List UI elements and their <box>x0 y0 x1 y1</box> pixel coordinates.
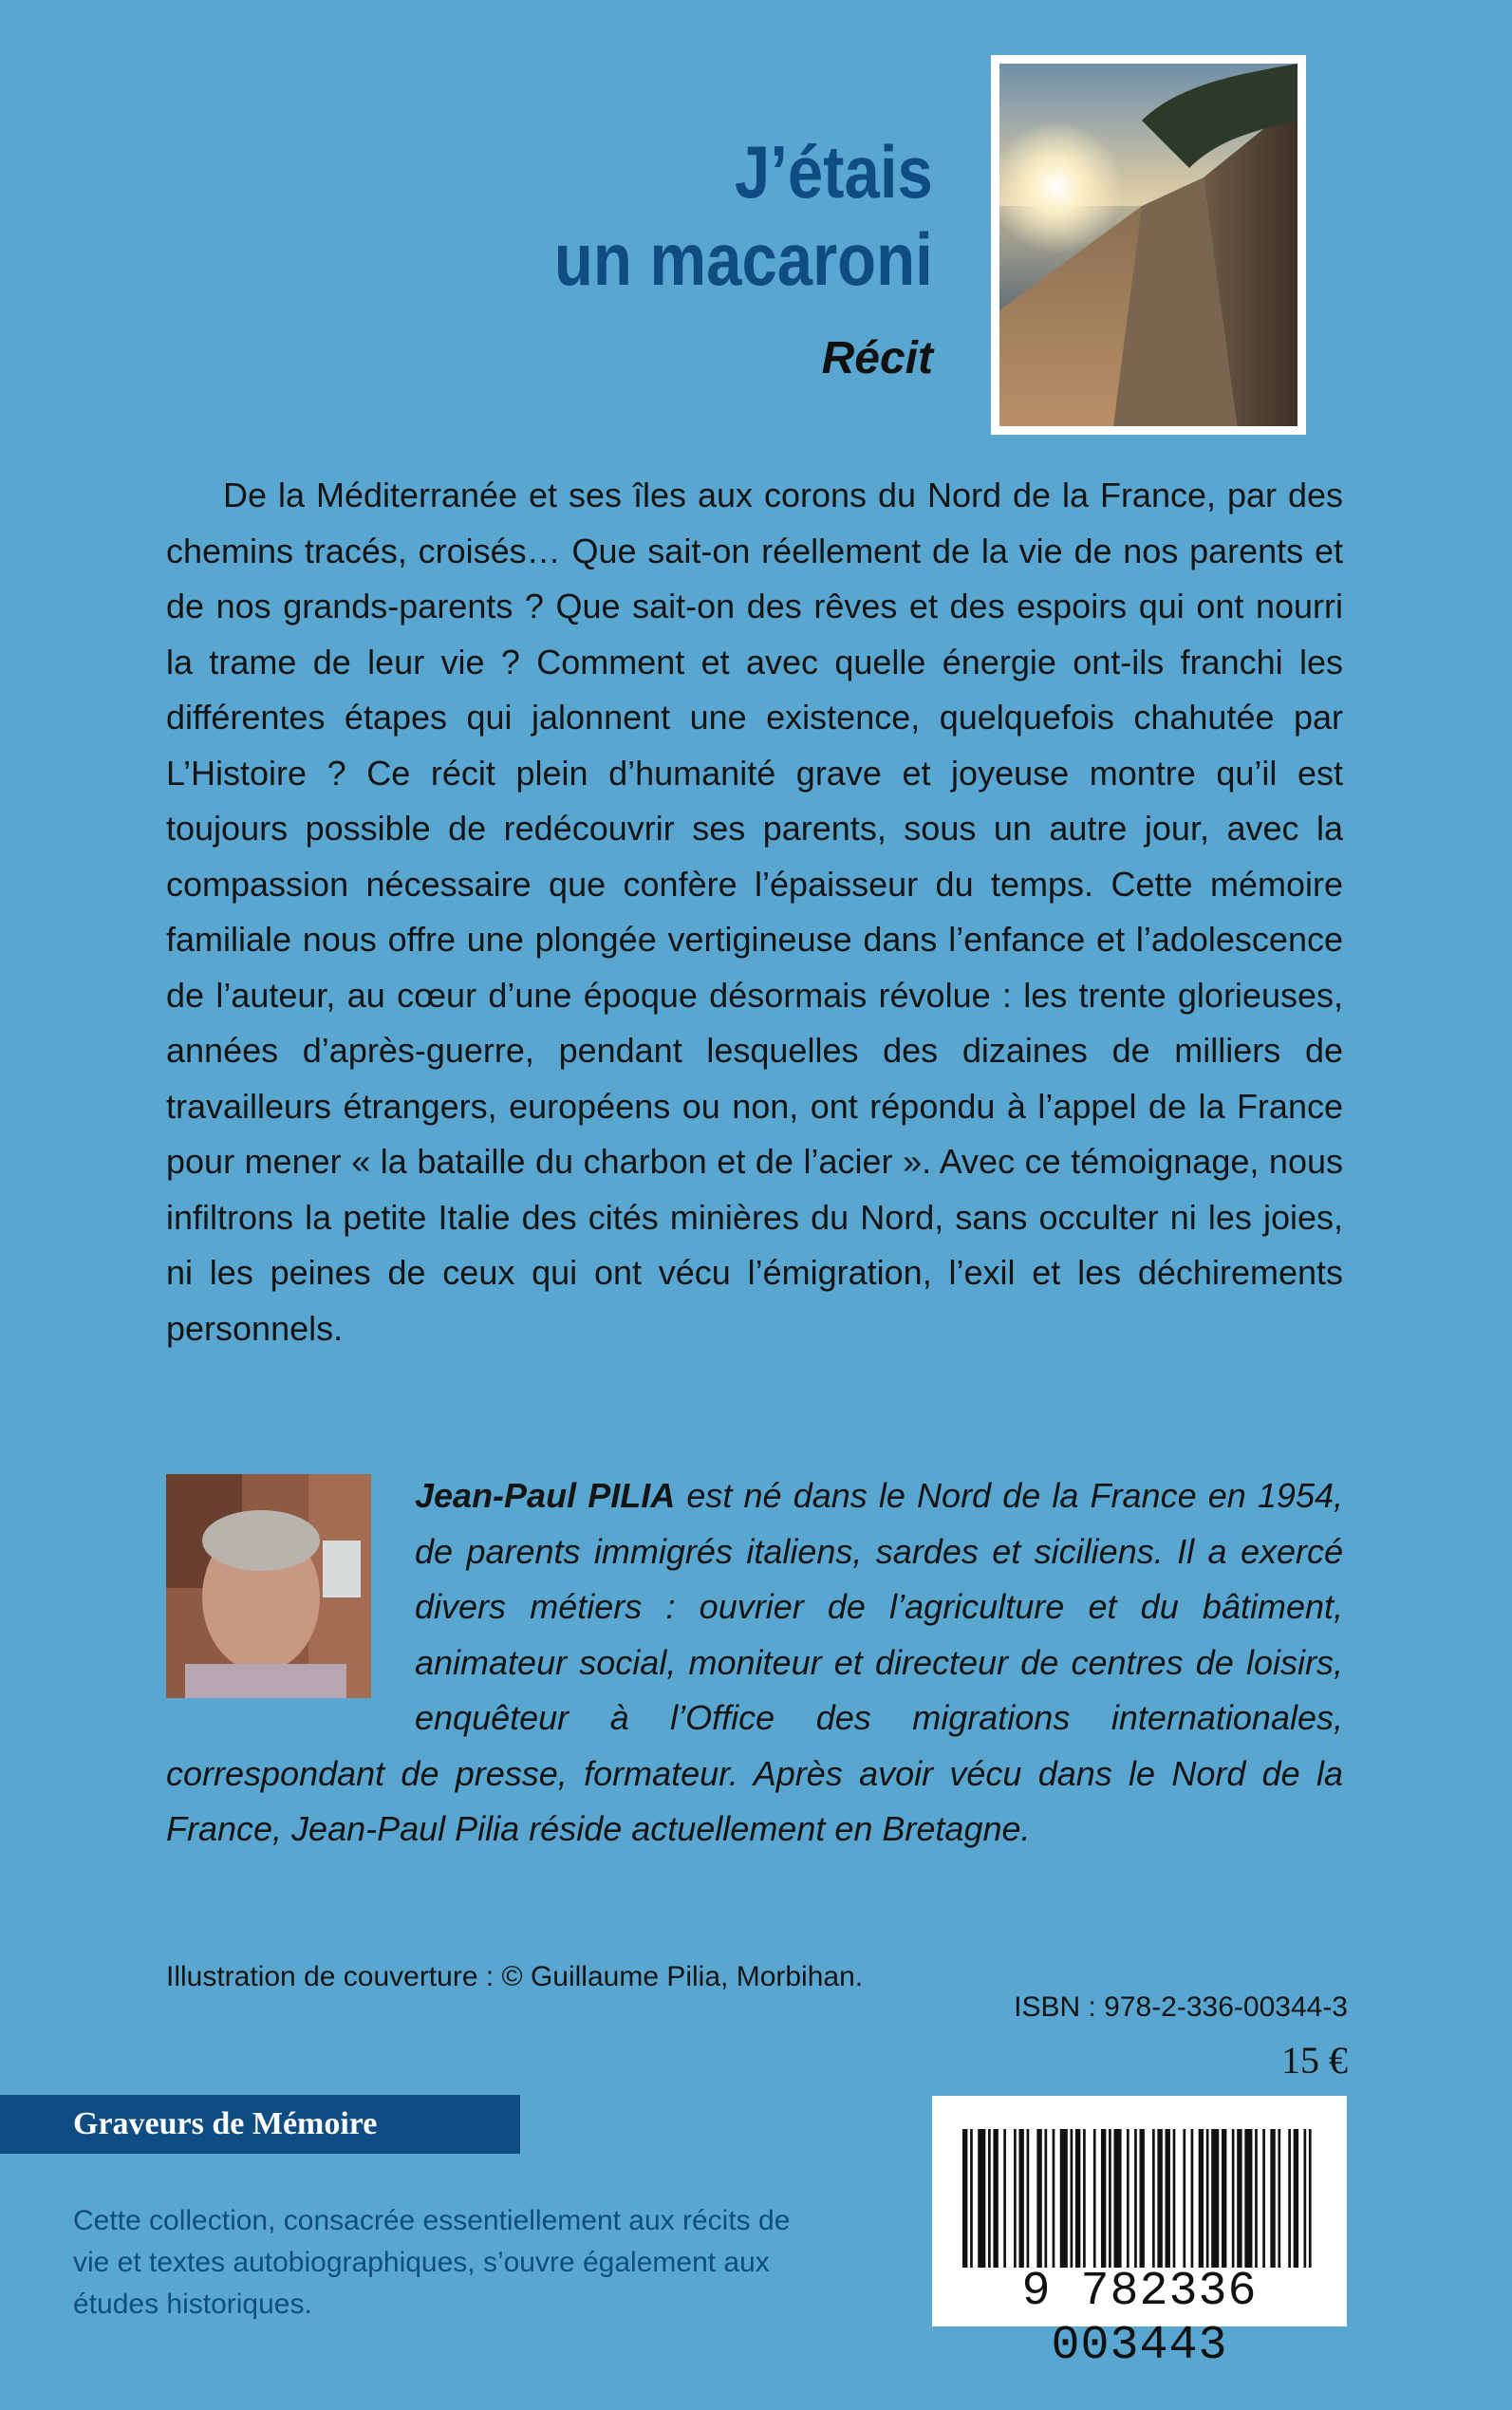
book-title <box>554 128 933 303</box>
book-genre: Récit <box>821 333 933 383</box>
price: 15 € <box>1281 2039 1348 2082</box>
author-bio: est né dans le Nord de la France en 1954, de parents immigrés italiens, sardes et siciliens. Il a exercé divers métiers : ouvrier de l’agriculture et du bâtiment, animateur social, moniteur et directeur de centres de loisirs, enquêteur à l’Office des migrations internationales, correspondant de presse, formateur. Après avoir vécu dans le Nord de la France, Jean-Paul Pilia réside actuellement en Bretagne. <box>166 1476 1344 1848</box>
cover-credit: Illustration de couverture : © Guillaume Pilia, Morbihan. <box>166 1961 864 1992</box>
collection-name: Graveurs de Mémoire <box>0 2095 520 2154</box>
barcode-bars <box>962 2129 1316 2268</box>
book-title-line2: un macaroni <box>554 217 933 301</box>
author-name: Jean-Paul PILIA <box>415 1476 676 1515</box>
barcode <box>932 2096 1347 2373</box>
barcode-number: 9 782336 003443 <box>1021 2265 1258 2373</box>
collection-description: Cette collection, consacrée essentiellement aux récits de vie et textes autobiographiques, s’ouvre également aux études historiques. <box>73 2205 791 2320</box>
book-blurb: De la Méditerranée et ses îles aux corons du Nord de la France, par des chemins tracés, croisés… Que sait-on réellement de la vie de nos parents et de nos grands-parents ? Que sait-on des rêves et des espoirs qui ont nourri la trame de leur vie ? Comment et avec quelle énergie ont-ils franchi les différentes étapes qui jalonnent une existence, quelquefois chahutée par L’Histoire ? Ce récit plein d’humanité grave et joyeuse montre qu’il est toujours possible de redécouvrir ses parents, sous un autre jour, avec la compassion nécessaire que confère l’épaisseur du temps. Cette mémoire familiale nous offre une plongée vertigineuse dans l’enfance et l’adolescence de l’auteur, au cœur d’une époque désormais révolue : les trente glorieuses, années d’après-guerre, pendant lesquelles des dizaines de milliers de travailleurs étrangers, européens ou non, ont répondu à l’appel de la France pour mener « la bataille du charbon et de l’acier ». Avec ce témoignage, nous infiltrons la petite Italie des cités minières du Nord, sans occulter ni les joies, ni les peines de ceux qui ont vécu l’émigration, l’exil et les déchirements personnels. <box>166 476 1343 1348</box>
seaside-path-photo <box>999 64 1297 426</box>
cover-photo <box>991 55 1306 435</box>
book-title-line1: J’étais <box>735 130 933 214</box>
isbn: ISBN : 978-2-336-00344-3 <box>1014 1991 1348 2023</box>
author-bio-paragraph <box>166 1468 1343 1858</box>
